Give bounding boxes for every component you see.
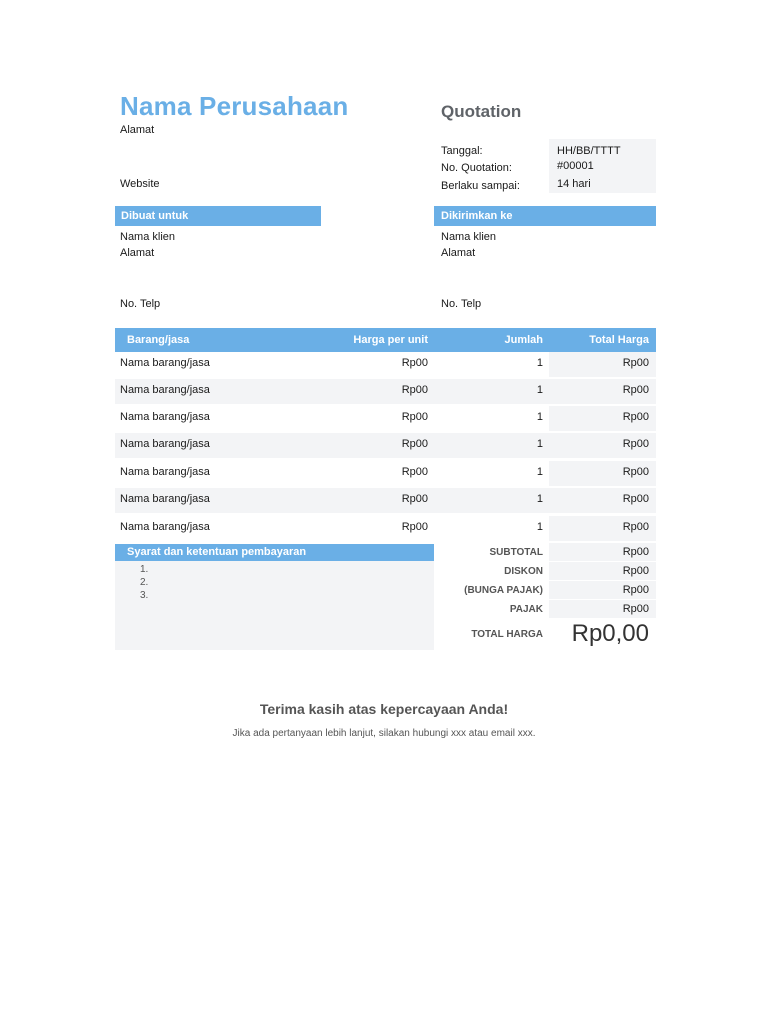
- row-total: Rp00: [622, 521, 649, 533]
- row-item: Nama barang/jasa: [120, 493, 210, 505]
- terms-heading: Syarat dan ketentuan pembayaran: [115, 544, 434, 561]
- table-row: [115, 379, 656, 404]
- row-quantity: 1: [536, 384, 543, 396]
- bill-to-phone: No. Telp: [120, 298, 161, 310]
- row-unit-price: Rp00: [401, 466, 428, 478]
- company-address: Alamat: [120, 124, 155, 136]
- company-website: Website: [120, 178, 160, 190]
- terms-list: [140, 563, 148, 602]
- ship-to-address: Alamat: [441, 247, 476, 259]
- quotation-title: Quotation: [441, 102, 522, 121]
- subtotal-label: SUBTOTAL: [489, 547, 543, 558]
- row-total: Rp00: [622, 466, 649, 478]
- row-quantity: 1: [536, 438, 543, 450]
- row-item: Nama barang/jasa: [120, 384, 210, 396]
- total-label: TOTAL HARGA: [471, 629, 543, 640]
- table-row: [115, 461, 656, 486]
- bill-to-heading: Dibuat untuk: [115, 206, 321, 226]
- row-quantity: 1: [536, 466, 543, 478]
- header-total: Total Harga: [589, 334, 649, 346]
- bill-to-client: Nama klien: [120, 231, 176, 243]
- subtotal-value: Rp00: [549, 543, 656, 561]
- header-unit-price: Harga per unit: [353, 334, 428, 346]
- header-quantity: Jumlah: [504, 334, 543, 346]
- ship-to-heading: Dikirimkan ke: [434, 206, 656, 226]
- row-total: Rp00: [622, 357, 649, 369]
- quote-number-label: No. Quotation:: [441, 162, 512, 174]
- thank-you-message: Terima kasih atas kepercayaan Anda!: [259, 701, 509, 717]
- tax-label: PAJAK: [509, 604, 543, 615]
- terms-item: 1.: [140, 564, 149, 575]
- total-value: Rp0,00: [571, 620, 649, 647]
- date-label: Tanggal:: [441, 145, 483, 157]
- header-item: Barang/jasa: [127, 334, 190, 346]
- row-total: Rp00: [622, 493, 649, 505]
- discount-value: Rp00: [549, 562, 656, 580]
- table-row: [115, 488, 656, 513]
- valid-until-label: Berlaku sampai:: [441, 180, 520, 192]
- bill-to-address: Alamat: [120, 247, 155, 259]
- contact-message: Jika ada pertanyaan lebih lanjut, silakan hubungi xxx atau email xxx.: [232, 728, 536, 739]
- quote-number-value: #00001: [557, 160, 594, 172]
- terms-item: 2.: [140, 577, 149, 588]
- table-row: [115, 516, 656, 541]
- row-total: Rp00: [622, 384, 649, 396]
- row-item: Nama barang/jasa: [120, 357, 210, 369]
- row-unit-price: Rp00: [401, 438, 428, 450]
- row-total: Rp00: [622, 411, 649, 423]
- table-row: [115, 433, 656, 458]
- valid-until-value: 14 hari: [557, 178, 591, 190]
- row-item: Nama barang/jasa: [120, 521, 210, 533]
- row-unit-price: Rp00: [401, 411, 428, 423]
- row-quantity: 1: [536, 521, 543, 533]
- row-unit-price: Rp00: [401, 357, 428, 369]
- company-name: Nama Perusahaan: [120, 91, 349, 121]
- row-item: Nama barang/jasa: [120, 438, 210, 450]
- date-value: HH/BB/TTTT: [557, 145, 621, 157]
- ship-to-client: Nama klien: [441, 231, 497, 243]
- tax-rate-label: (BUNGA PAJAK): [464, 585, 543, 596]
- discount-label: DISKON: [504, 566, 543, 577]
- row-unit-price: Rp00: [401, 493, 428, 505]
- row-quantity: 1: [536, 493, 543, 505]
- row-total: Rp00: [622, 438, 649, 450]
- table-row: [115, 406, 656, 431]
- ship-to-phone: No. Telp: [441, 298, 482, 310]
- tax-value: Rp00: [549, 600, 656, 618]
- row-quantity: 1: [536, 357, 543, 369]
- row-unit-price: Rp00: [401, 521, 428, 533]
- terms-item: 3.: [140, 590, 149, 601]
- tax-rate-value: Rp00: [549, 581, 656, 599]
- row-item: Nama barang/jasa: [120, 411, 210, 423]
- row-item: Nama barang/jasa: [120, 466, 210, 478]
- row-unit-price: Rp00: [401, 384, 428, 396]
- table-row: [115, 352, 656, 377]
- items-table-header: [115, 328, 656, 352]
- row-quantity: 1: [536, 411, 543, 423]
